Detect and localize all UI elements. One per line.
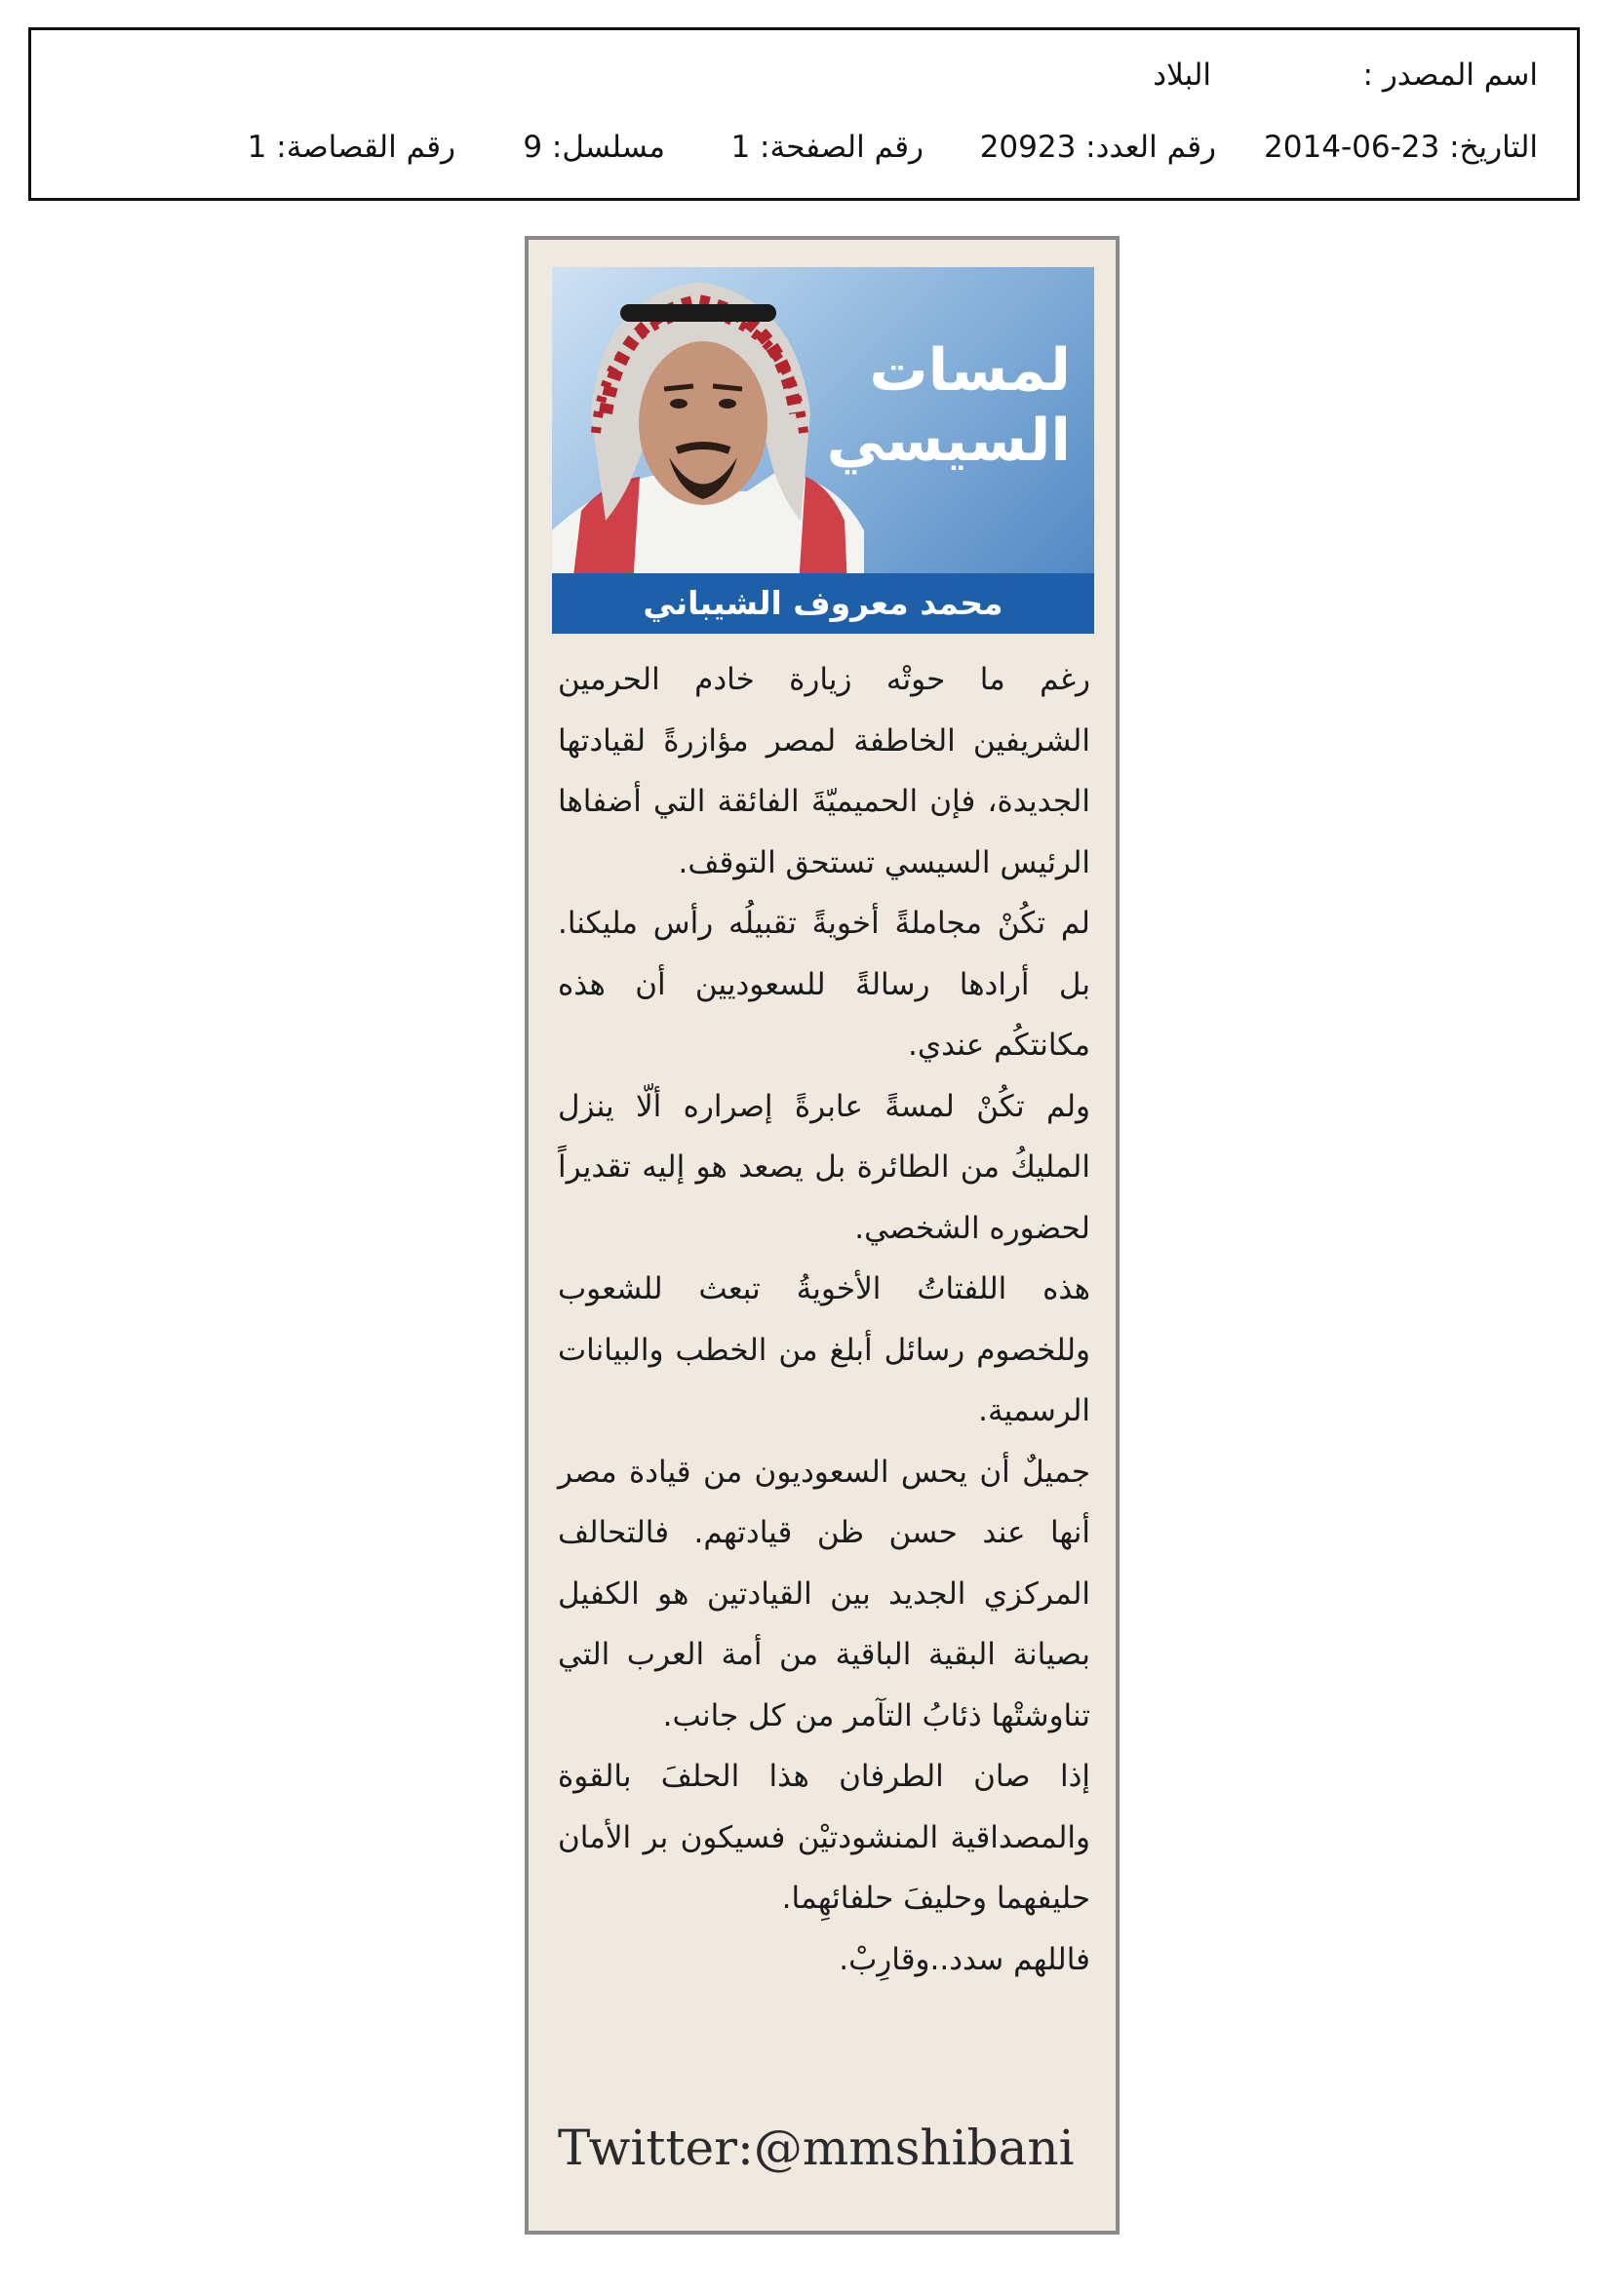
article-column [525,236,1120,2235]
paragraph: فاللهم سدد..وقارِبْ. [839,1941,1090,1977]
column-title [827,335,1071,476]
paragraph: هذه اللفتاتُ الأخويةُ تبعث للشعوب وللخصوم رسائل أبلغ من الخطب والبيانات الرسمية. [558,1271,1090,1428]
twitter-handle: Twitter:@mmshibani [558,2120,1075,2176]
paragraph: ولم تكُنْ لمسةً عابرةً إصراره ألّا ينزل المليكُ من الطائرة بل يصعد هو إليه تقديراً لحضوره الشخصي. [558,1088,1090,1246]
column-title-line2: السيسي [826,407,1071,475]
paragraph: جميلٌ أن يحس السعوديون من قيادة مصر أنها عند حسن ظن قيادتهم. فالتحالف المركزي الجديد بين القيادتين هو الكفيل بصيانة البقية الباقية من أمة العرب التي تناوشتْها ذئابُ التآمر من كل جانب. [558,1454,1090,1733]
article-body [558,649,1090,1990]
serial-field: مسلسل: 9 [523,130,665,165]
issue-field: رقم العدد: 20923 [979,130,1216,165]
page-field: رقم الصفحة: 1 [730,130,924,165]
author-name: محمد معروف الشيباني [552,573,1094,634]
date-field: التاريخ: 23-06-2014 [1264,130,1538,165]
paragraph: إذا صان الطرفان هذا الحلفَ بالقوة والمصداقية المنشودتيْن فسيكون بر الأمان حليفهما وحليفَ حلفائهِما. [558,1759,1090,1916]
column-title-line1: لمسات [869,336,1071,405]
source-label: اسم المصدر : [1362,58,1538,93]
column-header [552,267,1094,634]
paragraph: رغم ما حوتْه زيارة خادم الحرمين الشريفين الخاطفة لمصر مؤازرةً لقيادتها الجديدة، فإن الحميميّةَ الفائقة التي أضفاها الرئيس السيسي تستحق التوقف. [558,662,1090,880]
paragraph: لم تكُنْ مجاملةً أخويةً تقبيلُه رأس مليكنا. بل أرادها رسالةً للسعوديين أن هذه مكانتكُم عندي. [558,906,1090,1063]
source-value: البلاد [1153,58,1211,93]
metadata-box [28,27,1580,201]
clip-field: رقم القصاصة: 1 [247,130,455,165]
details-row [231,130,1538,169]
